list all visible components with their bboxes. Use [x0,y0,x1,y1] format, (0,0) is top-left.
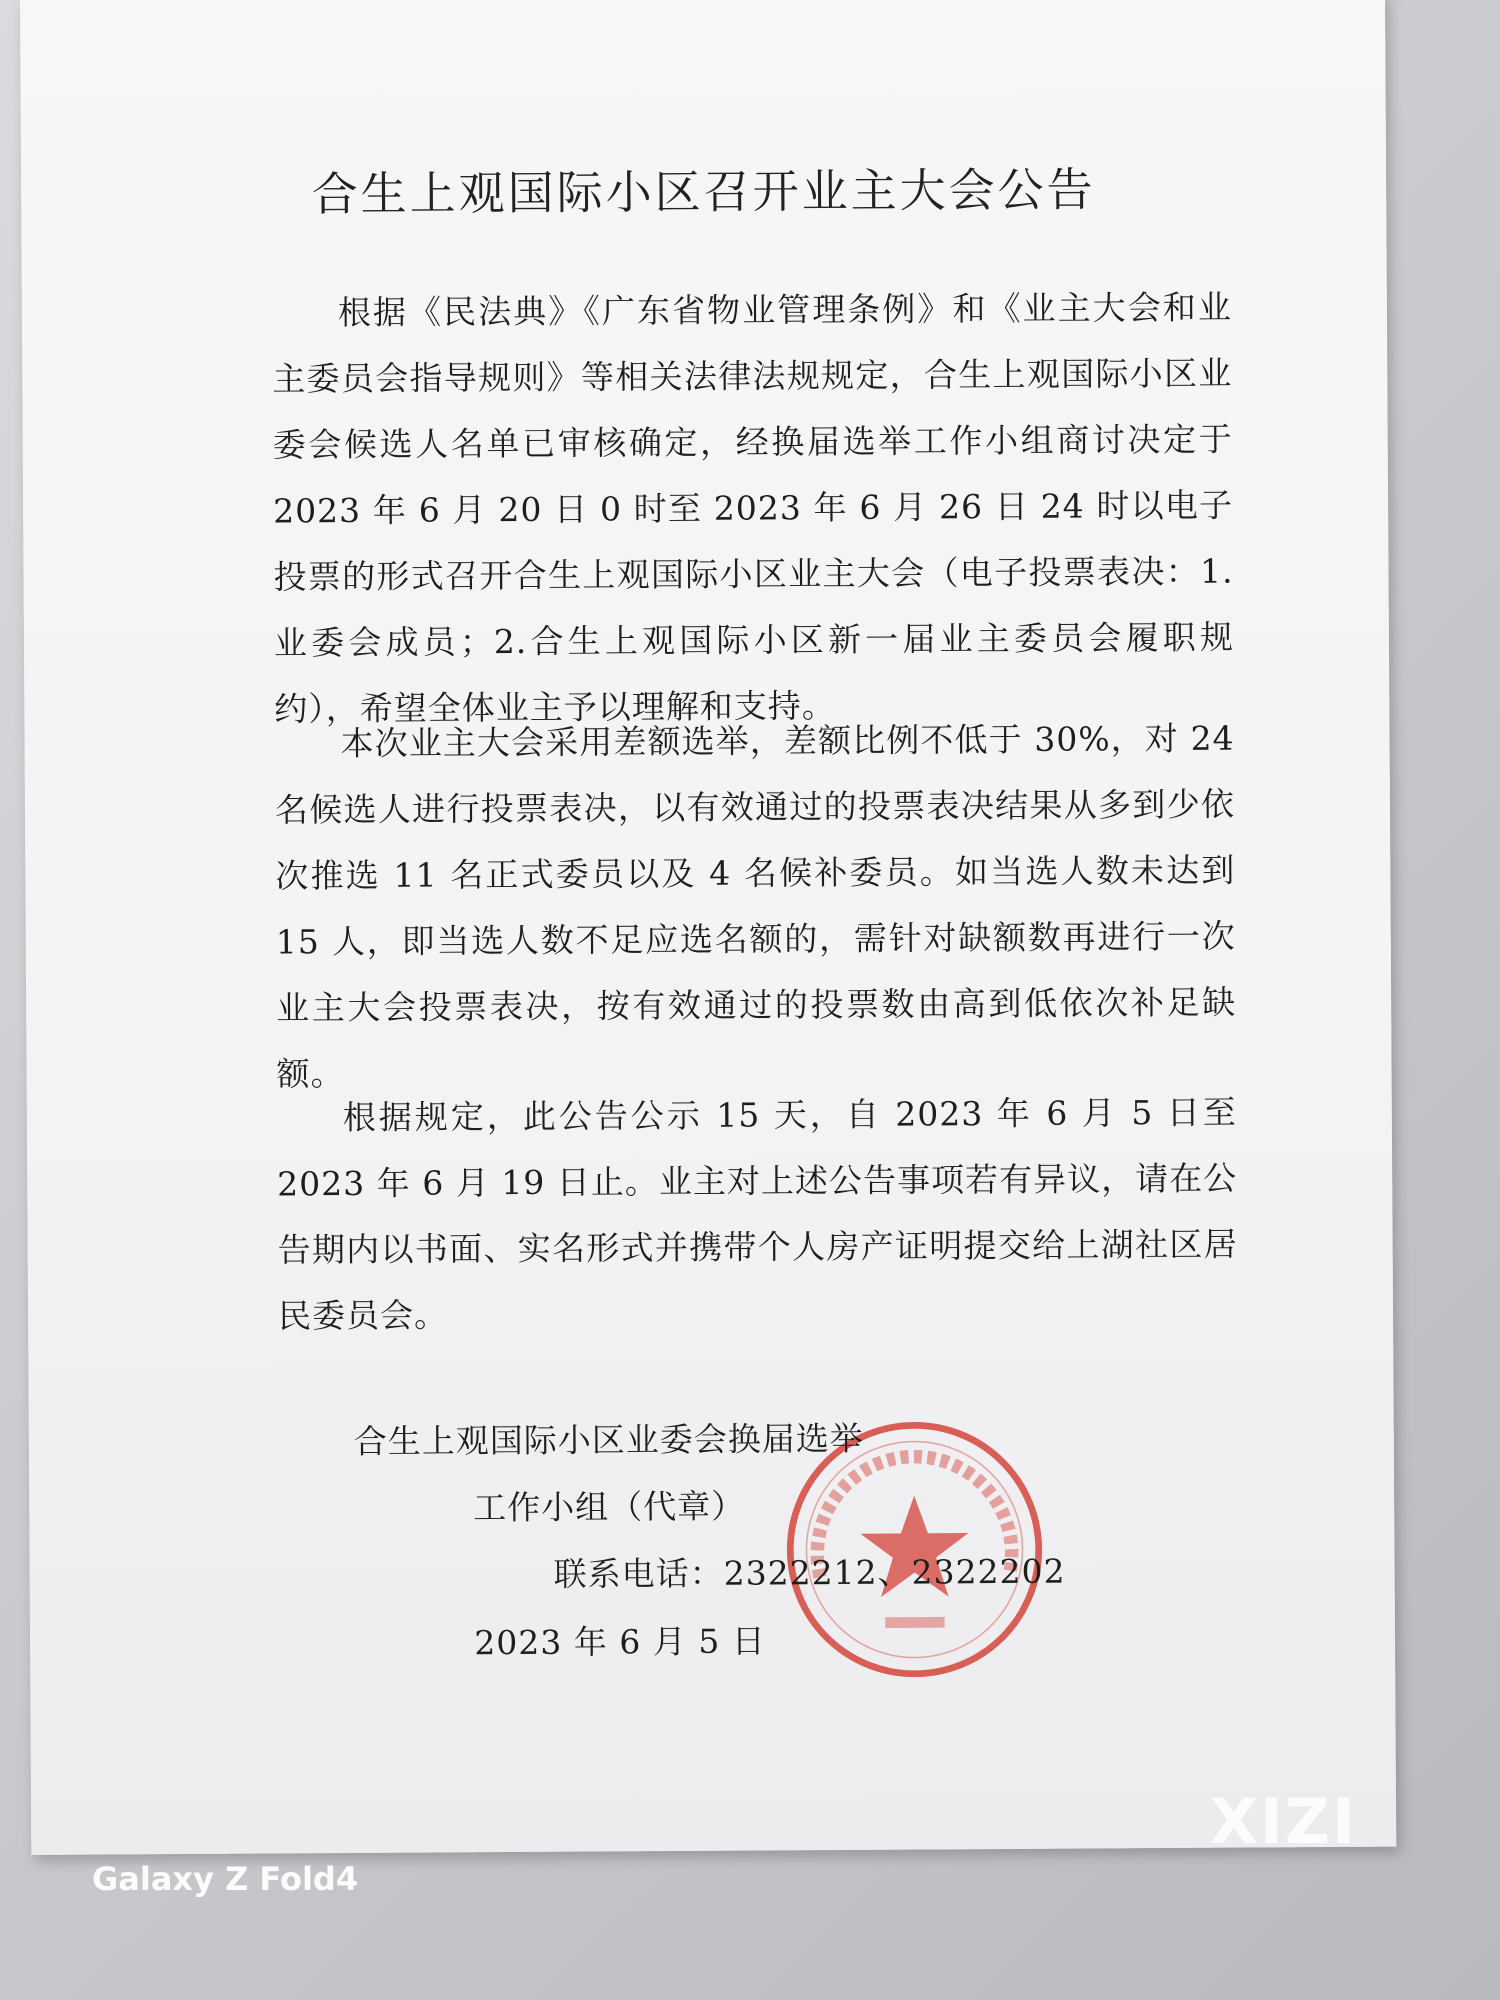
notice-paragraph-2: 本次业主大会采用差额选举，差额比例不低于 30%，对 24 名候选人进行投票表决，以有效通过的投票表决结果从多到少依次推选 11 名正式委员以及 4 名候补委员。如当选人数未达到 15 人，即当选人数不足应选名额的，需针对缺额数再进行一次业主大会投票表决，按有效通过的投票数由高到低依次补足缺额。 [274,718,1237,1094]
signature-organization: 合生上观国际小区业委会换届选举 [353,1418,864,1461]
notice-title: 合生上观国际小区召开业主大会公告 [311,162,1096,222]
watermark-logo: XIZI [1210,1785,1357,1858]
notice-paragraph-1: 根据《民法典》《广东省物业管理条例》和《业主大会和业主委员会指导规则》等相关法律法规规定，合生上观国际小区业委会候选人名单已审核确定，经换届选举工作小组商讨决定于 2023 年 6 月 20 日 0 时至 2023 年 6 月 26 日 24 时以电子投票的形式召开合生上观国际小区业主大会（电子投票表决：1.业委会成员；2.合生上观国际小区新一届业主委员会履职规约），希望全体业主予以理解和支持。 [272,287,1235,729]
device-label: Galaxy Z Fold4 [92,1860,359,1898]
notice-paper [20,0,1396,1855]
notice-paragraph-3: 根据规定，此公告公示 15 天，自 2023 年 6 月 5 日至 2023 年 6 月 19 日止。业主对上述公告事项若有异议，请在公告期内以书面、实名形式并携带个人房产证明提交给上湖社区居民委员会。 [277,1092,1238,1336]
signature-contact: 联系电话：2322212、2322202 [553,1551,1066,1594]
signature-date: 2023 年 6 月 5 日 [474,1621,766,1663]
signature-subgroup: 工作小组（代章） [473,1486,746,1528]
